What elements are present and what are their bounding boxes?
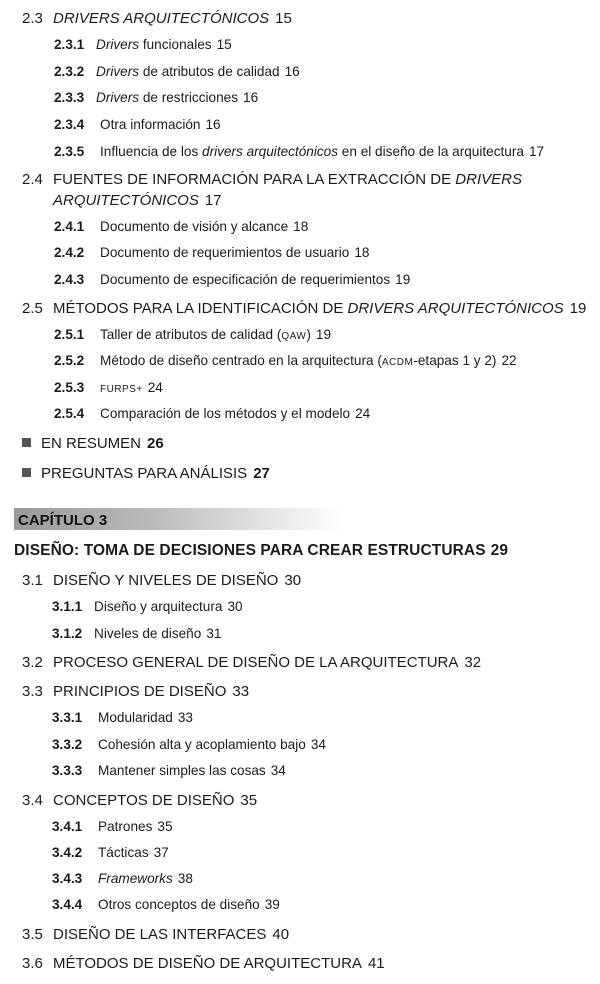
subsection-number: 2.3.3 <box>54 90 85 105</box>
chapter-title-text: DISEÑO: TOMA DE DECISIONES PARA CREAR ESTRUCTURAS <box>14 542 486 559</box>
subsection-title-italic: Frameworks <box>98 871 173 886</box>
page-number: 30 <box>284 572 302 589</box>
page-number: 34 <box>310 737 326 752</box>
subsection-title-rest: en el diseño de la arquitectura <box>338 144 524 159</box>
subsection-number: 2.5.4 <box>54 406 85 421</box>
page-number: 18 <box>354 245 370 260</box>
entry-title: EN RESUMEN <box>41 435 142 452</box>
page-number: 15 <box>275 10 292 27</box>
toc-section-2-4[interactable] <box>22 172 522 187</box>
toc-section-3-5[interactable] <box>22 927 289 942</box>
subsection-title: Diseño y arquitectura <box>94 599 223 614</box>
section-title-italic-cont: ARQUITECTÓNICOS <box>53 192 199 209</box>
page-number: 32 <box>464 654 482 671</box>
section-number: 3.5 <box>22 926 43 943</box>
toc-subsection-2-3-1[interactable] <box>54 38 232 52</box>
page-number: 29 <box>490 542 509 559</box>
toc-subsection-2-5-4[interactable] <box>54 407 370 421</box>
subsection-number: 3.1.1 <box>52 599 83 614</box>
page-number: 19 <box>395 272 411 287</box>
toc-subsection-3-3-3[interactable] <box>52 764 286 778</box>
subsection-number: 3.4.1 <box>52 819 83 834</box>
section-title-italic: DRIVERS ARQUITECTÓNICOS <box>347 300 564 317</box>
entry-title: PREGUNTAS PARA ANÁLISIS <box>41 465 248 482</box>
subsection-title: funcionales <box>139 37 212 52</box>
acronym: QAW <box>281 331 307 342</box>
section-title: MÉTODOS PARA LA IDENTIFICACIÓN DE <box>53 300 348 317</box>
toc-subsection-3-3-2[interactable] <box>52 738 326 752</box>
subsection-number: 2.3.1 <box>54 37 85 52</box>
subsection-number: 2.3.2 <box>54 64 85 79</box>
subsection-number: 2.5.3 <box>54 380 85 395</box>
subsection-number: 3.3.1 <box>52 710 83 725</box>
square-bullet-icon <box>22 438 31 447</box>
toc-subsection-3-1-1[interactable] <box>52 600 243 614</box>
page-number: 33 <box>177 710 193 725</box>
section-number: 3.6 <box>22 955 43 972</box>
subsection-number: 2.4.2 <box>54 245 85 260</box>
toc-preguntas[interactable] <box>22 466 270 481</box>
toc-section-3-2[interactable] <box>22 655 481 670</box>
page-number: 41 <box>367 955 385 972</box>
page-number: 19 <box>315 327 332 342</box>
subsection-title: Patrones <box>98 819 153 834</box>
toc-subsection-3-1-2[interactable] <box>52 627 221 641</box>
section-title: MÉTODOS DE DISEÑO DE ARQUITECTURA <box>53 955 362 972</box>
subsection-title: Documento de requerimientos de usuario <box>100 245 350 260</box>
subsection-number: 2.5.2 <box>54 353 85 368</box>
subsection-title-italic: Drivers <box>96 37 140 52</box>
section-title: PRINCIPIOS DE DISEÑO <box>53 683 227 700</box>
page-number: 30 <box>227 599 243 614</box>
section-title: PROCESO GENERAL DE DISEÑO DE LA ARQUITECTURA <box>53 654 459 671</box>
page-number: 18 <box>293 219 309 234</box>
section-title: DISEÑO Y NIVELES DE DISEÑO <box>53 572 279 589</box>
subsection-title: de restricciones <box>139 90 239 105</box>
subsection-title: Modularidad <box>98 710 173 725</box>
toc-subsection-3-4-2[interactable] <box>52 846 169 860</box>
chapter-title[interactable] <box>14 543 508 559</box>
subsection-number: 2.4.3 <box>54 272 85 287</box>
toc-subsection-3-4-4[interactable] <box>52 898 280 912</box>
page-number: 24 <box>355 406 371 421</box>
subsection-title-end: ) <box>306 327 311 342</box>
toc-subsection-2-3-4[interactable] <box>54 118 221 132</box>
subsection-number: 3.4.4 <box>52 897 83 912</box>
subsection-number: 3.1.2 <box>52 626 83 641</box>
subsection-title: Niveles de diseño <box>94 626 202 641</box>
toc-section-2-5[interactable] <box>22 301 586 316</box>
section-number: 3.2 <box>22 654 43 671</box>
toc-subsection-2-4-1[interactable] <box>54 220 308 234</box>
toc-subsection-2-3-2[interactable] <box>54 65 300 79</box>
page-number: 26 <box>147 435 164 452</box>
section-number: 3.4 <box>22 792 43 809</box>
toc-section-3-3[interactable] <box>22 684 249 699</box>
page-number: 33 <box>232 683 250 700</box>
chapter-label: CAPÍTULO 3 <box>18 512 108 529</box>
toc-subsection-3-4-3[interactable] <box>52 872 193 886</box>
subsection-number: 3.4.2 <box>52 845 83 860</box>
subsection-number: 3.4.3 <box>52 871 83 886</box>
subsection-title: Documento de especificación de requerimientos <box>100 272 391 287</box>
page-number: 24 <box>147 380 163 395</box>
toc-section-3-1[interactable] <box>22 573 301 588</box>
subsection-title: Documento de visión y alcance <box>100 219 289 234</box>
subsection-number: 2.3.5 <box>54 144 85 159</box>
toc-subsection-2-4-3[interactable] <box>54 273 410 287</box>
subsection-number: 2.4.1 <box>54 219 85 234</box>
page-number: 27 <box>253 465 270 482</box>
subsection-number: 2.5.1 <box>54 327 85 342</box>
subsection-title: Comparación de los métodos y el modelo <box>100 406 351 421</box>
page-number: 38 <box>177 871 193 886</box>
subsection-title: Mantener simples las cosas <box>98 763 266 778</box>
toc-resumen[interactable] <box>22 436 164 451</box>
page-number: 17 <box>204 192 222 209</box>
section-title: DISEÑO DE LAS INTERFACES <box>53 926 267 943</box>
toc-subsection-2-5-2[interactable] <box>54 354 517 368</box>
subsection-title: Otros conceptos de diseño <box>98 897 260 912</box>
toc-section-3-6[interactable] <box>22 956 385 971</box>
subsection-title-italic: drivers arquitectónicos <box>202 144 339 159</box>
page-number: 40 <box>272 926 290 943</box>
section-number: 3.3 <box>22 683 43 700</box>
page-number: 34 <box>270 763 286 778</box>
acronym: FURPS+ <box>100 384 143 395</box>
page-number: 22 <box>501 353 517 368</box>
subsection-number: 2.3.4 <box>54 117 85 132</box>
toc-subsection-2-4-2[interactable] <box>54 246 370 260</box>
toc-subsection-2-5-3[interactable] <box>54 381 163 395</box>
subsection-title: Influencia de los <box>100 144 203 159</box>
subsection-title: Taller de atributos de calidad ( <box>100 327 282 342</box>
section-number: 2.5 <box>22 300 43 317</box>
toc-subsection-2-3-5[interactable] <box>54 145 544 159</box>
page-number: 19 <box>569 300 587 317</box>
section-title: DRIVERS ARQUITECTÓNICOS <box>53 10 270 27</box>
toc-subsection-3-3-1[interactable] <box>52 711 193 725</box>
subsection-title: Tácticas <box>98 845 149 860</box>
page-number: 17 <box>528 144 545 159</box>
section-title: CONCEPTOS DE DISEÑO <box>53 792 235 809</box>
subsection-title-end: -etapas 1 y 2) <box>413 353 497 368</box>
subsection-title: de atributos de calidad <box>139 64 280 79</box>
section-number: 2.3 <box>22 10 43 27</box>
section-number: 2.4 <box>22 171 43 188</box>
page-number: 16 <box>205 117 221 132</box>
subsection-title-italic: Drivers <box>96 90 140 105</box>
subsection-title-italic: Drivers <box>96 64 140 79</box>
page-number: 39 <box>264 897 280 912</box>
section-title: FUENTES DE INFORMACIÓN PARA LA EXTRACCIÓN DE <box>53 171 456 188</box>
subsection-title: Método de diseño centrado en la arquitectura ( <box>100 353 382 368</box>
page-number: 35 <box>240 792 258 809</box>
page-number: 35 <box>157 819 173 834</box>
subsection-title: Cohesión alta y acoplamiento bajo <box>98 737 306 752</box>
page-number: 16 <box>243 90 259 105</box>
page-number: 16 <box>284 64 300 79</box>
acronym: ACDM <box>381 357 414 368</box>
page-number: 15 <box>216 37 232 52</box>
page-number: 31 <box>206 626 222 641</box>
toc-section-3-4[interactable] <box>22 793 257 808</box>
subsection-title: Otra información <box>100 117 201 132</box>
toc-subsection-2-5-1[interactable] <box>54 328 331 342</box>
square-bullet-icon <box>22 468 31 477</box>
subsection-number: 3.3.3 <box>52 763 83 778</box>
page-number: 37 <box>153 845 169 860</box>
toc-subsection-3-4-1[interactable] <box>52 820 173 834</box>
section-number: 3.1 <box>22 572 43 589</box>
toc-subsection-2-3-3[interactable] <box>54 91 258 105</box>
toc-section-2-3[interactable] <box>22 11 292 26</box>
toc-section-2-4-cont[interactable] <box>53 193 222 208</box>
section-title-italic: DRIVERS <box>455 171 522 188</box>
subsection-number: 3.3.2 <box>52 737 83 752</box>
